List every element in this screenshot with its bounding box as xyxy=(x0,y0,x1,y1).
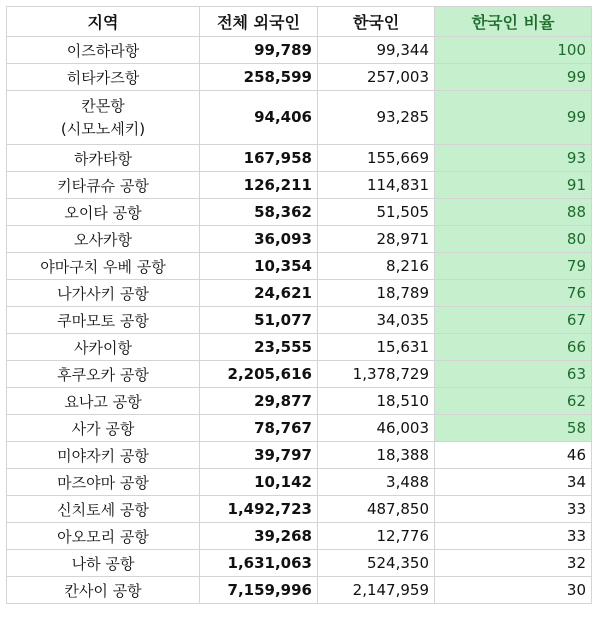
korean-cell[interactable]: 18,388 xyxy=(318,442,435,469)
table-row xyxy=(7,172,592,199)
table-row xyxy=(7,145,592,172)
total-foreigners-cell[interactable]: 24,621 xyxy=(200,280,318,307)
total-foreigners-cell[interactable]: 10,142 xyxy=(200,469,318,496)
korean-ratio-cell[interactable]: 66 xyxy=(435,334,592,361)
korean-ratio-cell[interactable]: 100 xyxy=(435,37,592,64)
korean-ratio-cell[interactable]: 99 xyxy=(435,64,592,91)
header-total-foreigners[interactable]: 전체 외국인 xyxy=(200,7,318,37)
korean-cell[interactable]: 12,776 xyxy=(318,523,435,550)
region-cell[interactable]: 야마구치 우베 공항 xyxy=(7,253,200,280)
table-row xyxy=(7,91,592,145)
table-row xyxy=(7,415,592,442)
total-foreigners-cell[interactable]: 23,555 xyxy=(200,334,318,361)
region-cell[interactable]: 오사카항 xyxy=(7,226,200,253)
korean-cell[interactable]: 257,003 xyxy=(318,64,435,91)
korean-ratio-cell[interactable]: 88 xyxy=(435,199,592,226)
table-body xyxy=(7,37,592,604)
total-foreigners-cell[interactable]: 78,767 xyxy=(200,415,318,442)
korean-ratio-cell[interactable]: 80 xyxy=(435,226,592,253)
header-row xyxy=(7,7,592,37)
total-foreigners-cell[interactable]: 94,406 xyxy=(200,91,318,145)
table-row xyxy=(7,307,592,334)
total-foreigners-cell[interactable]: 258,599 xyxy=(200,64,318,91)
region-cell[interactable]: 하카타항 xyxy=(7,145,200,172)
total-foreigners-cell[interactable]: 2,205,616 xyxy=(200,361,318,388)
region-cell[interactable]: 쿠마모토 공항 xyxy=(7,307,200,334)
korean-ratio-cell[interactable]: 91 xyxy=(435,172,592,199)
korean-ratio-cell[interactable]: 33 xyxy=(435,496,592,523)
region-cell[interactable]: 칸사이 공항 xyxy=(7,577,200,604)
korean-ratio-cell[interactable]: 76 xyxy=(435,280,592,307)
korean-cell[interactable]: 34,035 xyxy=(318,307,435,334)
region-cell[interactable]: 나가사키 공항 xyxy=(7,280,200,307)
korean-ratio-cell[interactable]: 32 xyxy=(435,550,592,577)
korean-ratio-cell[interactable]: 33 xyxy=(435,523,592,550)
table-row xyxy=(7,550,592,577)
region-cell[interactable]: 마즈야마 공항 xyxy=(7,469,200,496)
table-row xyxy=(7,226,592,253)
korean-ratio-cell[interactable]: 46 xyxy=(435,442,592,469)
korean-cell[interactable]: 15,631 xyxy=(318,334,435,361)
korean-ratio-cell[interactable]: 62 xyxy=(435,388,592,415)
region-cell[interactable]: 미야자키 공항 xyxy=(7,442,200,469)
total-foreigners-cell[interactable]: 1,631,063 xyxy=(200,550,318,577)
total-foreigners-cell[interactable]: 29,877 xyxy=(200,388,318,415)
korean-cell[interactable]: 99,344 xyxy=(318,37,435,64)
region-cell[interactable]: 후쿠오카 공항 xyxy=(7,361,200,388)
data-table xyxy=(6,6,592,604)
total-foreigners-cell[interactable]: 39,268 xyxy=(200,523,318,550)
total-foreigners-cell[interactable]: 36,093 xyxy=(200,226,318,253)
table-row xyxy=(7,64,592,91)
korean-cell[interactable]: 18,510 xyxy=(318,388,435,415)
total-foreigners-cell[interactable]: 1,492,723 xyxy=(200,496,318,523)
korean-ratio-cell[interactable]: 63 xyxy=(435,361,592,388)
region-cell[interactable]: 이즈하라항 xyxy=(7,37,200,64)
korean-ratio-cell[interactable]: 34 xyxy=(435,469,592,496)
korean-cell[interactable]: 114,831 xyxy=(318,172,435,199)
region-cell[interactable]: 사카이항 xyxy=(7,334,200,361)
table-row xyxy=(7,280,592,307)
korean-cell[interactable]: 51,505 xyxy=(318,199,435,226)
korean-cell[interactable]: 46,003 xyxy=(318,415,435,442)
korean-ratio-cell[interactable]: 93 xyxy=(435,145,592,172)
korean-cell[interactable]: 18,789 xyxy=(318,280,435,307)
korean-cell[interactable]: 93,285 xyxy=(318,91,435,145)
korean-ratio-cell[interactable]: 79 xyxy=(435,253,592,280)
table-row xyxy=(7,469,592,496)
region-cell[interactable]: 아오모리 공항 xyxy=(7,523,200,550)
total-foreigners-cell[interactable]: 10,354 xyxy=(200,253,318,280)
table-row xyxy=(7,577,592,604)
table-row xyxy=(7,334,592,361)
korean-ratio-cell[interactable]: 58 xyxy=(435,415,592,442)
table-row xyxy=(7,442,592,469)
header-korean-ratio[interactable]: 한국인 비율 xyxy=(435,7,592,37)
korean-ratio-cell[interactable]: 99 xyxy=(435,91,592,145)
table-row xyxy=(7,523,592,550)
header-region[interactable]: 지역 xyxy=(7,7,200,37)
total-foreigners-cell[interactable]: 7,159,996 xyxy=(200,577,318,604)
korean-cell[interactable]: 2,147,959 xyxy=(318,577,435,604)
total-foreigners-cell[interactable]: 99,789 xyxy=(200,37,318,64)
table-row xyxy=(7,361,592,388)
korean-ratio-cell[interactable]: 30 xyxy=(435,577,592,604)
korean-cell[interactable]: 8,216 xyxy=(318,253,435,280)
region-cell[interactable]: 나하 공항 xyxy=(7,550,200,577)
total-foreigners-cell[interactable]: 126,211 xyxy=(200,172,318,199)
region-cell[interactable]: 신치토세 공항 xyxy=(7,496,200,523)
total-foreigners-cell[interactable]: 58,362 xyxy=(200,199,318,226)
region-cell[interactable]: 사가 공항 xyxy=(7,415,200,442)
korean-cell[interactable]: 487,850 xyxy=(318,496,435,523)
korean-ratio-cell[interactable]: 67 xyxy=(435,307,592,334)
total-foreigners-cell[interactable]: 167,958 xyxy=(200,145,318,172)
region-cell[interactable]: 키타큐슈 공항 xyxy=(7,172,200,199)
total-foreigners-cell[interactable]: 51,077 xyxy=(200,307,318,334)
table-row xyxy=(7,253,592,280)
table-row xyxy=(7,37,592,64)
table-row xyxy=(7,496,592,523)
region-cell[interactable]: 요나고 공항 xyxy=(7,388,200,415)
table-row xyxy=(7,199,592,226)
korean-cell[interactable]: 1,378,729 xyxy=(318,361,435,388)
korean-cell[interactable]: 524,350 xyxy=(318,550,435,577)
korean-cell[interactable]: 155,669 xyxy=(318,145,435,172)
korean-cell[interactable]: 3,488 xyxy=(318,469,435,496)
korean-cell[interactable]: 28,971 xyxy=(318,226,435,253)
region-cell[interactable]: 오이타 공항 xyxy=(7,199,200,226)
header-korean[interactable]: 한국인 xyxy=(318,7,435,37)
region-cell[interactable]: 칸몬항 (시모노세키) xyxy=(7,91,200,145)
total-foreigners-cell[interactable]: 39,797 xyxy=(200,442,318,469)
region-cell[interactable]: 히타카즈항 xyxy=(7,64,200,91)
table-row xyxy=(7,388,592,415)
